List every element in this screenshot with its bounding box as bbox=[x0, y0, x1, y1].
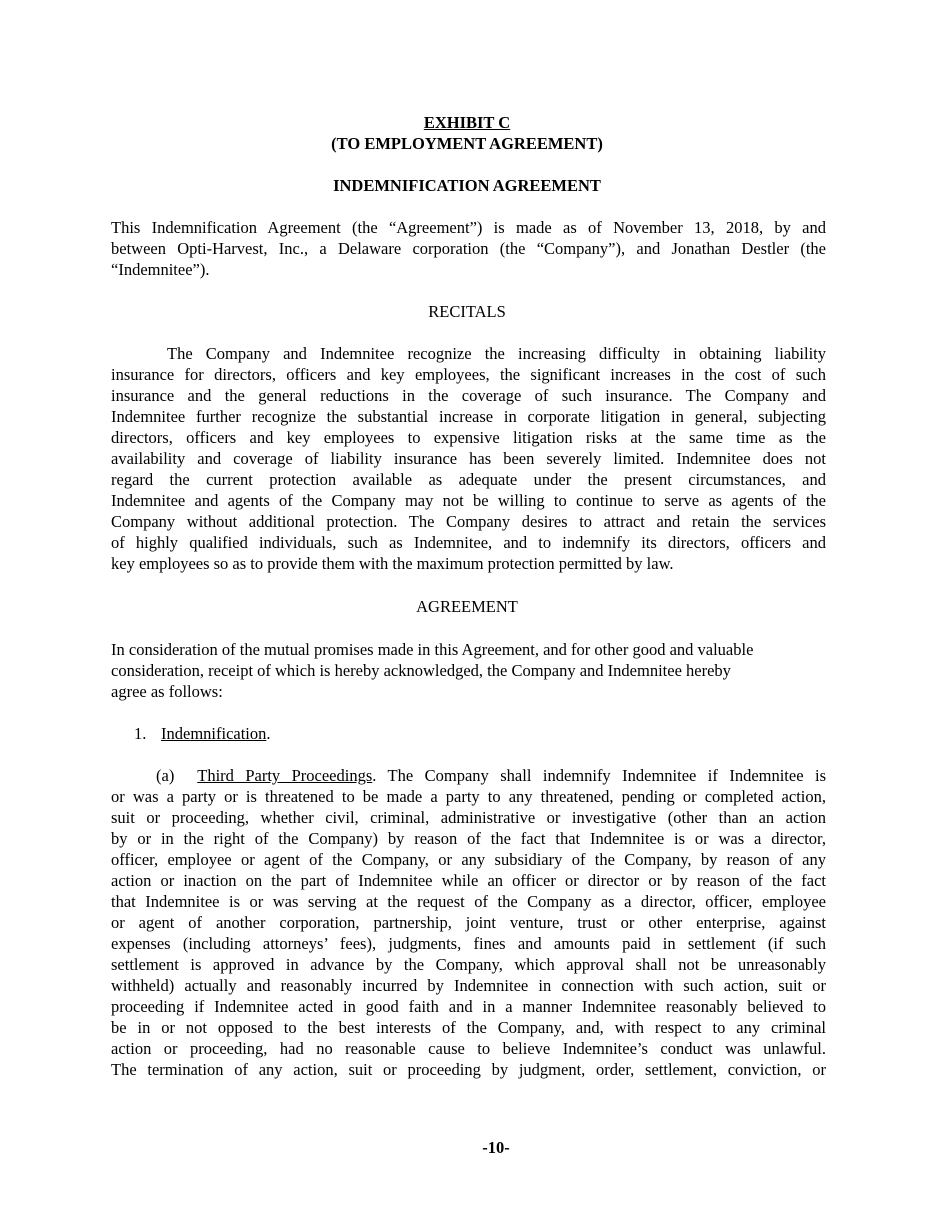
agreement-line: consideration, receipt of which is hereby acknowledged, the Company and Indemnitee hereby bbox=[111, 661, 731, 680]
section-1a-line: that Indemnitee is or was serving at the request of the Company as a director, officer, employee bbox=[111, 892, 826, 911]
agreement-heading: AGREEMENT bbox=[416, 597, 518, 616]
section-1-heading bbox=[161, 723, 271, 744]
section-1a-line: suit or proceeding, whether civil, criminal, administrative or investigative (other than an action bbox=[111, 808, 826, 827]
recitals-line: insurance for directors, officers and key employees, the significant increases in the cost of such bbox=[111, 365, 826, 384]
section-1-title: Indemnification bbox=[161, 724, 267, 743]
section-1a-first-line-rest: . The Company shall indemnify Indemnitee if Indemnitee is bbox=[372, 766, 826, 785]
recitals-line: availability and coverage of liability insurance has been severely limited. Indemnitee does not bbox=[111, 449, 826, 468]
recitals-heading: RECITALS bbox=[428, 302, 506, 321]
recitals-line: key employees so as to provide them with the maximum protection permitted by law. bbox=[111, 554, 674, 573]
recitals-line: directors, officers and key employees to expensive litigation risks at the same time as the bbox=[111, 428, 826, 447]
recitals-paragraph bbox=[111, 343, 826, 574]
section-1a-title: Third Party Proceedings bbox=[197, 766, 373, 785]
recitals-line: Company without additional protection. The Company desires to attract and retain the services bbox=[111, 512, 826, 531]
section-1a-line: The termination of any action, suit or proceeding by judgment, order, settlement, conviction, or bbox=[111, 1060, 826, 1079]
section-1a-line: or agent of another corporation, partnership, joint venture, trust or other enterprise, against bbox=[111, 913, 826, 932]
section-1a-line: officer, employee or agent of the Company, or any subsidiary of the Company, by reason of any bbox=[111, 850, 826, 869]
section-1a-line: be in or not opposed to the best interests of the Company, and, with respect to any criminal bbox=[111, 1018, 826, 1037]
section-1a-paragraph bbox=[111, 765, 826, 1080]
section-1a-line: proceeding if Indemnitee acted in good faith and in a manner Indemnitee reasonably believed to bbox=[111, 997, 826, 1016]
intro-line: This Indemnification Agreement (the “Agreement”) is made as of November 13, 2018, by and bbox=[111, 218, 826, 237]
page-number: -10- bbox=[482, 1138, 510, 1157]
section-1a-line: or was a party or is threatened to be made a party to any threatened, pending or completed action, bbox=[111, 787, 826, 806]
section-1a-line: withheld) actually and reasonably incurred by Indemnitee in connection with such action, suit or bbox=[111, 976, 826, 995]
exhibit-subtitle: (TO EMPLOYMENT AGREEMENT) bbox=[331, 134, 603, 153]
section-1a-line: action or inaction on the part of Indemnitee while an officer or director or by reason of the fact bbox=[111, 871, 826, 890]
intro-paragraph bbox=[111, 217, 826, 280]
section-1a-first-line bbox=[111, 765, 826, 786]
exhibit-heading: EXHIBIT C bbox=[423, 113, 511, 132]
section-1-title-suffix: . bbox=[266, 724, 271, 743]
section-1-number: 1. bbox=[134, 724, 147, 743]
agreement-paragraph bbox=[111, 639, 826, 702]
recitals-line: Indemnitee and agents of the Company may not be willing to continue to serve as agents of the bbox=[111, 491, 826, 510]
recitals-line: regard the current protection available as adequate under the present circumstances, and bbox=[111, 470, 826, 489]
section-1a-label: (a) bbox=[156, 766, 175, 785]
recitals-line: of highly qualified individuals, such as Indemnitee, and to indemnify its directors, officers and bbox=[111, 533, 826, 552]
section-1a-line: action or proceeding, had no reasonable cause to believe Indemnitee’s conduct was unlawful. bbox=[111, 1039, 826, 1058]
document-title: INDEMNIFICATION AGREEMENT bbox=[333, 176, 601, 195]
agreement-line: In consideration of the mutual promises made in this Agreement, and for other good and valuable bbox=[111, 640, 754, 659]
section-1a-line: by or in the right of the Company) by reason of the fact that Indemnitee is or was a director, bbox=[111, 829, 826, 848]
intro-line: “Indemnitee”). bbox=[111, 260, 210, 279]
recitals-line: insurance and the general reductions in the coverage of such insurance. The Company and bbox=[111, 386, 826, 405]
agreement-line: agree as follows: bbox=[111, 682, 223, 701]
section-1a-line: expenses (including attorneys’ fees), judgments, fines and amounts paid in settlement (if such bbox=[111, 934, 826, 953]
recitals-line: The Company and Indemnitee recognize the increasing difficulty in obtaining liability bbox=[167, 344, 826, 363]
intro-line: between Opti-Harvest, Inc., a Delaware corporation (the “Company”), and Jonathan Destler (the bbox=[111, 239, 826, 258]
recitals-line: Indemnitee further recognize the substantial increase in corporate litigation in general, subjecting bbox=[111, 407, 826, 426]
section-1a-line: settlement is approved in advance by the Company, which approval shall not be unreasonably bbox=[111, 955, 826, 974]
